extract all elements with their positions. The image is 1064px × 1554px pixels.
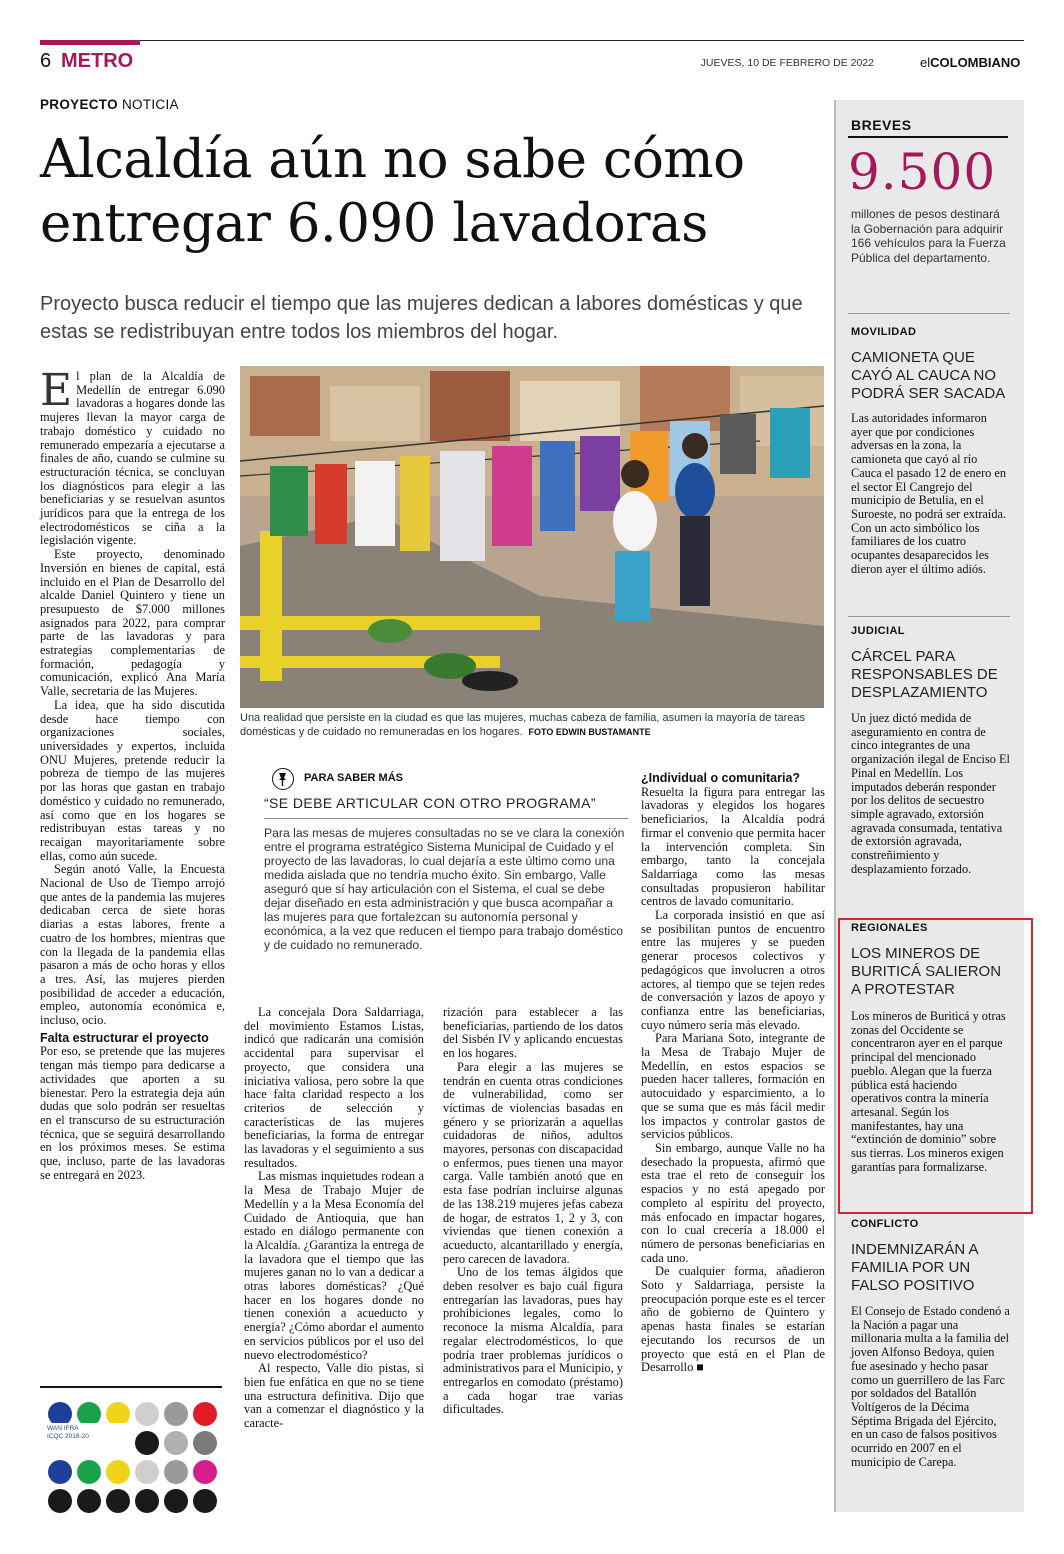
brief-body: El Consejo de Estado condenó a la Nación a pagar una millonaria multa a la familia del joven Alfonso Bedoya, quien fue asesinado y hecho pasar como un guerrillero de las Farc por soldados del Batallón Voltígeros de la Décima Séptima Brigada del Ejército, en un caso de falsos positivos ocurrido en 2007 en el municipio de Carepa. bbox=[851, 1304, 1010, 1469]
brief-label-judicial: JUDICIAL bbox=[851, 625, 905, 637]
paragraph: La idea, que ha sido discutida desde hace tiempo con organizaciones sociales, universidades y expertos, incluida ONU Mujeres, pretende reducir la pobreza de tiempo de las mujeres por las horas que gastan en trabajo doméstico y cuidado no remunerado, así como que en los hogares se redistribuyan estas tareas y no recaigan mayoritariamente sobre ellas, como aún sucede. bbox=[40, 697, 225, 863]
big-number-description: millones de pesos destinará la Gobernación para adquirir 166 vehículos para la Fuerza Pública del departamento. bbox=[851, 207, 1006, 265]
header-accent-bar bbox=[40, 40, 140, 45]
color-dot bbox=[48, 1489, 72, 1513]
article-column-4 bbox=[641, 772, 825, 1375]
print-color-bar bbox=[40, 1388, 222, 1518]
article-column-3 bbox=[443, 1006, 623, 1417]
photo-caption: Una realidad que persiste en la ciudad es que las mujeres, muchas cabeza de familia, asumen la mayoría de tareas domésticas y de cuidado no remuneradas en los hogares. FOTO EDWIN BUSTAMANTE bbox=[240, 712, 805, 738]
color-dot bbox=[48, 1460, 72, 1484]
paragraph: Para Mariana Soto, integrante de la Mesa de Trabajo Mujer de Medellín, en estos espacios se pueden hacer talleres, formación en autocuidado y esparcimiento, a lo que se suma que es más fácil medir los impactos y controlar gastos de servicios públicos. bbox=[641, 1031, 825, 1142]
brief-label-conflicto: CONFLICTO bbox=[851, 1218, 919, 1230]
paragraph: La concejala Dora Saldarriaga, del movimiento Estamos Listas, indicó que radicarán una comisión accidental para supervisar el proyecto, que considera una iniciativa valiosa, pero sobre la que hace falta claridad respecto a los criterios de selección y características de las mujeres beneficiarias, la forma de entregar las lavadoras y el seguimiento a sus resultados. bbox=[244, 1005, 424, 1170]
paragraph: rización para establecer a las beneficiarias, partiendo de los datos del Sisbén IV y aplicando encuestas en los hogares. bbox=[443, 1005, 623, 1061]
paragraph: Este proyecto, denominado Inversión en bienes de capital, está incluido en el Plan de Desarrollo del alcalde Daniel Quintero y tiene un presupuesto de $7.000 millones asignados para 2022, para comprar parte de las lavadoras y para estrategias complementarias de formación, pedagogía y comunicación, explicó Ana María Valle, secretaria de las Mujeres. bbox=[40, 547, 225, 699]
photo-credit: FOTO EDWIN BUSTAMANTE bbox=[528, 726, 651, 737]
color-dot bbox=[193, 1489, 217, 1513]
deck: Proyecto busca reducir el tiempo que las mujeres dedican a labores domésticas y que estas se redistribuyan entre todos los miembros del hogar. bbox=[40, 293, 803, 343]
color-dot bbox=[164, 1489, 188, 1513]
color-dot bbox=[193, 1460, 217, 1484]
paragraph: Según anotó Valle, la Encuesta Nacional de Uso de Tiempo arrojó que antes de la pandemia las mujeres dedicaban cerca de siete horas diarias a estas labores, frente a cuatro de los hombres, mientras que con la llegada de la pandemia ellas pasaron a más de ocho horas y ellos a tres. Así, las mujeres pierden posibilidad de acceder a educación, empleo, autonomía económica e, incluso, ocio. bbox=[40, 862, 225, 1028]
brief-label-movilidad: MOVILIDAD bbox=[851, 326, 917, 338]
paragraph: Para elegir a las mujeres se tendrán en cuenta otras condiciones de vulnerabilidad, como ser víctimas de violencias basadas en género y se priorizarán a aquellas cuidadoras de niños, adultos mayores, personas con discapacidad o enfermos, pues tienen una mayor carga. Valle también anotó que en esta fase podrían incluirse algunas de las 138.219 mujeres jefas cabeza de hogar, de estratos 1, 2 y 3, con viviendas que tienen conexión a acueducto, alcantarillado y energía, pero carecen de lavadora. bbox=[443, 1059, 623, 1266]
photo-laundry bbox=[240, 366, 824, 708]
sidebar-divider bbox=[848, 313, 1010, 314]
brief-headline: CÁRCEL PARA RESPONSABLES DE DESPLAZAMIENTO bbox=[851, 648, 998, 701]
header-rule bbox=[40, 40, 1024, 41]
color-dot bbox=[106, 1489, 130, 1513]
paragraph: Sin embargo, aunque Valle no ha desechado la propuesta, afirmó que esta trae el reto de conseguir los espacios y no está apegado por completo al espíritu del proyecto, más enfocado en impactar hogares, con lo cual crecería a 18.000 el número de personas beneficiarias en cada uno. bbox=[641, 1140, 825, 1265]
article-column-2 bbox=[244, 1006, 424, 1431]
color-dot bbox=[106, 1460, 130, 1484]
paragraph: Al respecto, Valle dio pistas, si bien fue enfática en que no se tiene una estructura definitiva. Dijo que van a comenzar el diagnóstico y la caracte- bbox=[244, 1361, 424, 1431]
kicker: PROYECTO NOTICIA bbox=[40, 97, 179, 112]
headline: Alcaldía aún no sabe cómo entregar 6.090 lavadoras bbox=[40, 129, 745, 254]
sidebar-rule bbox=[834, 100, 836, 1512]
pin-icon bbox=[272, 768, 294, 790]
article-column-1 bbox=[40, 365, 225, 1182]
infobox-title: “SE DEBE ARTICULAR CON OTRO PROGRAMA” bbox=[264, 795, 596, 811]
dropcap: E bbox=[40, 365, 73, 416]
sidebar-divider bbox=[848, 616, 1010, 617]
brief-headline: LOS MINEROS DE BURITICÁ SALIERON A PROTESTAR bbox=[851, 945, 1002, 998]
paragraph: Uno de los temas álgidos que deben resolver es bajo cuál figura entregarían las lavadoras, pues hay prohibiciones legales, como lo reconoce la misma Alcaldía, para regalar electrodomésticos, lo que podría traer problemas jurídicos o administrativos para el Municipio, y entregarlos en comodato (préstamo) a cada hogar trae varias dificultades. bbox=[443, 1265, 623, 1417]
infobox-body: Para las mesas de mujeres consultadas no se ve clara la conexión entre el programa estratégico Sistema Municipal de Cuidado y el proyecto de las lavadoras, lo cual dejaría a este último como una medida aislada que no tendría mucho éxito. Sin embargo, Valle aseguró que sí hay articulación con el Sistema, el cual se debe dejar diseñado en esta administración y que busca acompañar a las mujeres para que fortalezcan su autonomía personal y económica, a la vez que reducen el tiempo para trabajo doméstico y de cuidado no remunerado. bbox=[264, 826, 625, 952]
color-dot bbox=[164, 1431, 188, 1455]
section-name: METRO bbox=[61, 50, 134, 72]
color-dot bbox=[77, 1460, 101, 1484]
color-dot bbox=[77, 1489, 101, 1513]
breves-rule bbox=[848, 136, 1008, 138]
paragraph: Por eso, se pretende que las mujeres tengan más tiempo para dedicarse a actividades que aporten a su bienestar. Pero la estrategia deja aún dudas que solo podrán ser resueltas en el transcurso de su estructuración técnica, que se seguirá desarrollando en los próximos meses. Se estima que, incluso, parte de las lavadoras se entregará en 2023. bbox=[40, 1044, 225, 1182]
paragraph: Las mismas inquietudes rodean a la Mesa de Trabajo Mujer de Medellín y a la Mesa Economía del Cuidado de Antioquia, que han estado en diálogo permanente con la Alcaldía. ¿Garantiza la entrega de la lavadora que el tiempo que las mujeres ganan no lo van a dedicar a otras labores domésticas? ¿Qué hacer en los hogares donde no tienen conexión a acueducto y energía? ¿Cómo abordar el aumento en servicios públicos por el uso del nuevo electrodoméstico? bbox=[244, 1169, 424, 1362]
subhead: Falta estructurar el proyecto bbox=[40, 1030, 209, 1045]
color-dot bbox=[164, 1402, 188, 1426]
brief-headline: CAMIONETA QUE CAYÓ AL CAUCA NO PODRÁ SER SACADA bbox=[851, 349, 1006, 402]
brief-body: Los mineros de Buriticá y otras zonas del Occidente se concentraron ayer en el parque principal del mencionado pueblo. Alegan que la fuerza pública está haciendo operativos contra la minería artesanal. Según los manifestantes, hay una “extinción de dominio” sobre sus tierras. Los mineros exigen garantías para formalizarse. bbox=[851, 1009, 1006, 1174]
brief-label-regionales: REGIONALES bbox=[851, 922, 928, 934]
paragraph: De cualquier forma, añadieron Soto y Saldarriaga, persiste la preocupación porque este es el tercer año de gobierno de Quintero y apenas hasta finales se estarían ejecutando los recursos de un proyecto que está en el Plan de Desarrollo ■ bbox=[641, 1264, 825, 1375]
paragraph: La corporada insistió en que así se posibilitan puntos de encuentro entre las mujeres y se pueden generar procesos colectivos y pedagógicos que involucren a otros actores, al tiempo que se tejen redes de conversación y lazos de apoyo y confianza entre las beneficiarias, cuyo número sería más elevado. bbox=[641, 908, 825, 1032]
brief-body: Las autoridades informaron ayer que por condiciones adversas en la zona, la camioneta que cayó al río Cauca el pasado 12 de enero en el sector El Cangrejo del municipio de Betulia, en el Suroeste, no podrá ser extraída. Con un acto simbólico los familiares de los cuatro ocupantes desaparecidos les dieron ayer el último adiós. bbox=[851, 411, 1007, 576]
brief-body: Un juez dictó medida de aseguramiento en contra de cinco integrantes de una organización ilegal de Enciso El Pinal en Medellín. Los imputados deberán responder por los delitos de secuestro simple agravado, extorsión agravada consumada, tentativa de extorsión agravada, constreñimiento y desplazamiento forzado. bbox=[851, 711, 1010, 876]
highlight-box bbox=[838, 918, 1033, 1214]
brief-headline: INDEMNIZARÁN A FAMILIA POR UN FALSO POSITIVO bbox=[851, 1241, 978, 1294]
paragraph: l plan de la Alcaldía de Medellín de entregar 6.090 lavadoras a hogares donde las mujeres llevan la mayor carga de trabajo doméstico y cuidado no remunerado empezaría a ejecutarse a finales de año, cuando se culmine su estructuración técnica, se concluyan los diagnósticos para elegir a las beneficiarias y se resuelvan asuntos jurídicos para que la entrega de los electrodomésticos se ciña a la legislación vigente. bbox=[40, 369, 225, 548]
page-number: 6 bbox=[40, 50, 52, 72]
color-dot bbox=[193, 1402, 217, 1426]
infobox-label: PARA SABER MÁS bbox=[304, 772, 404, 784]
wan-ifra-stamp: WAN IFRA ICQC 2018-20 bbox=[45, 1423, 130, 1451]
color-dot bbox=[135, 1431, 159, 1455]
color-dot bbox=[135, 1460, 159, 1484]
paragraph: Resuelta la figura para entregar las lavadoras y elegidos los hogares beneficiarios, la Alcaldía podrá firmar el convenio que permita hacer la intervención completa. Sin embargo, tanto la concejala Saldarriaga como las mesas consultadas propusieron habilitar centros de lavado comunitario. bbox=[641, 784, 825, 909]
newspaper-logo: elCOLOMBIANO bbox=[920, 55, 1021, 70]
color-dot bbox=[135, 1489, 159, 1513]
breves-label: BREVES bbox=[851, 117, 912, 133]
infobox-rule bbox=[264, 818, 628, 819]
subhead: ¿Individual o comunitaria? bbox=[641, 771, 801, 785]
color-dot bbox=[164, 1460, 188, 1484]
color-dot bbox=[193, 1431, 217, 1455]
color-dot bbox=[135, 1402, 159, 1426]
dateline: JUEVES, 10 DE FEBRERO DE 2022 bbox=[700, 57, 874, 69]
big-number: 9.500 bbox=[848, 143, 997, 201]
